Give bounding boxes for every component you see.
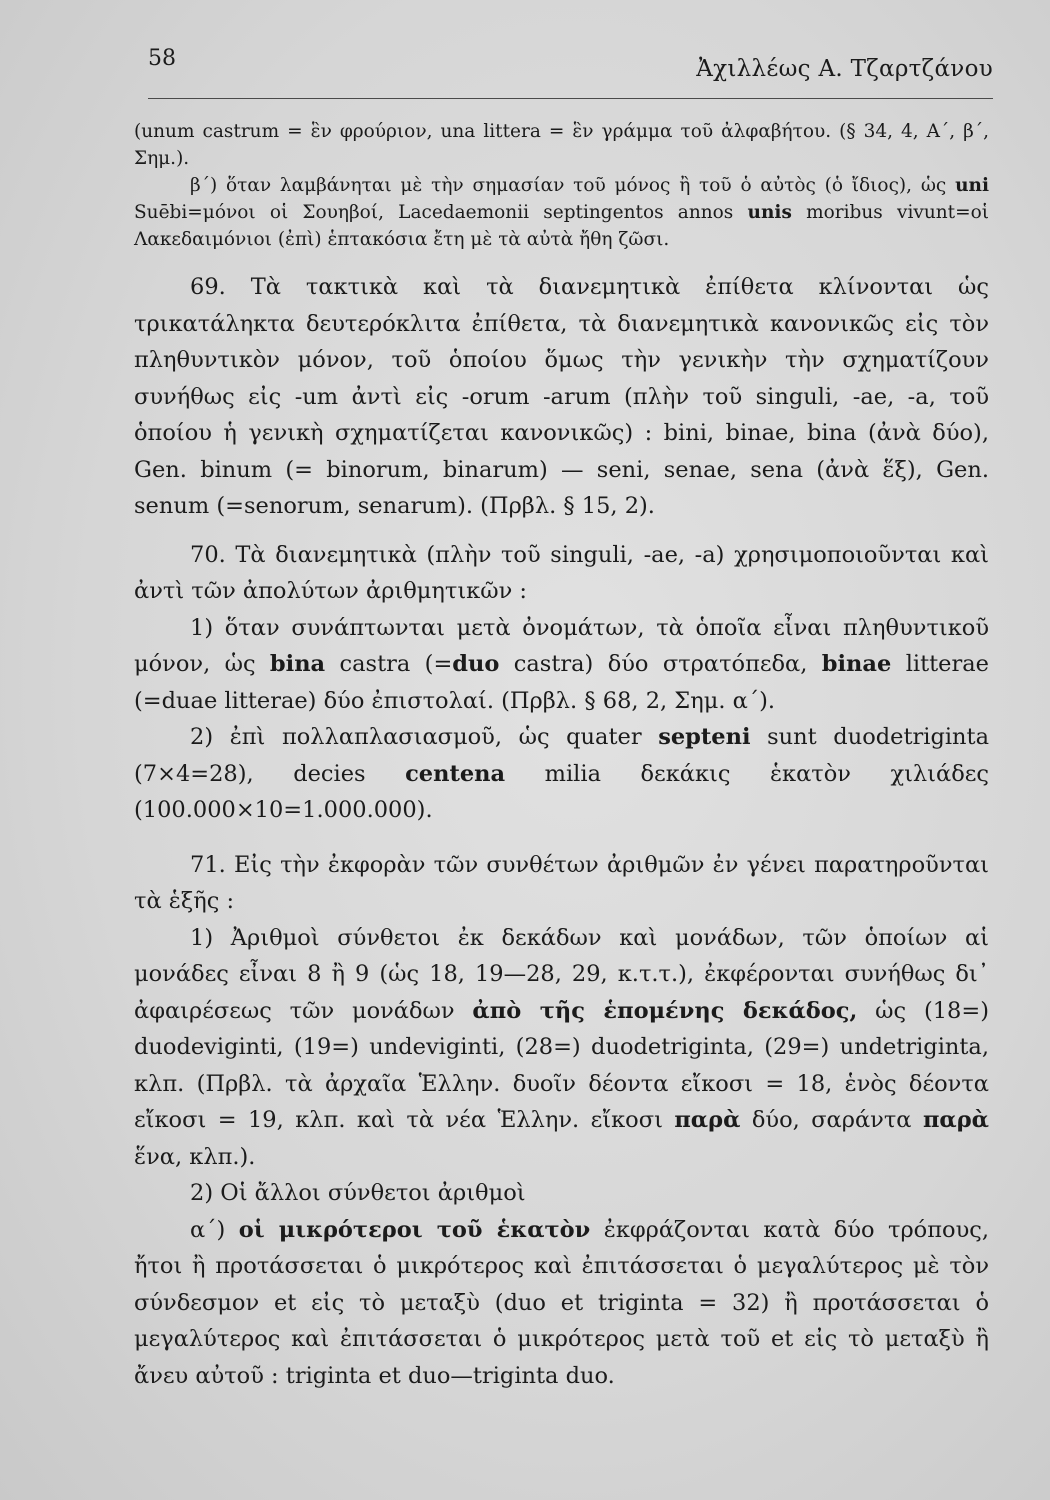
page-number: 58 [148,46,176,71]
section-71-item-2a: α΄) οἱ μικρότεροι τοῦ ἑκατὸν ἐκφράζονται κατὰ δύο τρόπους, ἤτοι ἢ προτάσσεται ὁ μικρότερος καὶ ἐπιτάσσεται ὁ μεγαλύτερος μὲ τὸν σύνδεσμον et εἰς τὸ μεταξὺ (duo et triginta = 32) ἢ προτάσσεται ὁ μεγαλύτερος καὶ ἐπιτάσσεται ὁ μικρότερος μετὰ τοῦ et εἰς τὸ μεταξὺ ἢ ἄνευ αὐτοῦ : triginta et duo—triginta duo. [134,1216,989,1389]
section-70-item-2: 2) ἐπὶ πολλαπλασιασμοῦ, ὡς quater septeni sunt duodetriginta (7×4=28), decies centena milia δεκάκις ἑκατὸν χιλιάδες (100.000×10=1.000.000). [134,724,990,823]
section-70-item-1: 1) ὅταν συνάπτωνται μετὰ ὀνομάτων, τὰ ὁποῖα εἶναι πληθυντικοῦ μόνον, ὡς bina castra (=duo castra) δύο στρατόπεδα, binae litterae (=duae litterae) δύο ἐπιστολαί. (Πρβλ. § 68, 2, Σημ. α΄). [134,614,989,714]
section-71-item-1: 1) Ἀριθμοὶ σύνθετοι ἐκ δεκάδων καὶ μονάδων, τῶν ὁποίων αἱ μονάδες εἶναι 8 ἢ 9 (ὡς 18, 19—28, 29, κ.τ.τ.), ἐκφέρονται συνήθως δι᾽ ἀφαιρέσεως τῶν μονάδων ἀπὸ τῆς ἑπομένης δεκάδος, ὡς (18=) duodeviginti, (19=) undeviginti, (28=) duodetriginta, (29=) undetriginta, κλπ. (Πρβλ. τὰ ἀρχαῖα Ἑλλην. δυοῖν δέοντα εἴκοσι = 18, ἑνὸς δέοντα εἴκοσι = 19, κλπ. καὶ τὰ νέα Ἑλλην. εἴκοσι παρὰ δύο, σαράντα παρὰ ἕνα, κλπ.). [134,924,989,1170]
page-header [148,46,993,99]
paragraph-examples-unum: (unum castrum = ἓν φρούριον, una littera = ἓν γράμμα τοῦ ἀλφαβήτου. (§ 34, 4, Α΄, β΄, Σημ.). [134,121,989,169]
section-71: 71. Εἰς τὴν ἐκφορὰν τῶν συνθέτων ἀριθμῶν ἐν γένει παρατηροῦνται τὰ ἑξῆς : [134,851,989,914]
page-body [134,118,989,1394]
section-number-70: 70. [190,541,226,568]
section-number-71: 71. [190,851,226,878]
running-title: Ἀχιλλέως Α. Τζαρτζάνου [696,56,993,82]
section-71-item-2: 2) Οἱ ἄλλοι σύνθετοι ἀριθμοὶ [190,1180,526,1206]
paragraph-beta-meaning: β΄) ὅταν λαμβάνηται μὲ τὴν σημασίαν τοῦ μόνος ἢ τοῦ ὁ αὐτὸς (ὁ ἴδιος), ὡς uni Suēbi=μόνοι οἱ Σουηβοί, Lacedaemonii septingentos annos unis moribus vivunt=οἱ Λακεδαιμόνιοι (ἐπὶ) ἑπτακόσια ἔτη μὲ τὰ αὐτὰ ἤθη ζῶσι. [134,175,989,250]
section-number-69: 69. [190,274,226,300]
section-69: 69. Τὰ τακτικὰ καὶ τὰ διανεμητικὰ ἐπίθετα κλίνονται ὡς τρικατάληκτα δευτερόκλιτα ἐπίθετα, τὰ διανεμητικὰ κανονικῶς εἰς τὸν πληθυντικὸν μόνον, τοῦ ὁποίου ὅμως τὴν γενικὴν τὴν σχηματίζουν συνήθως εἰς -um ἀντὶ εἰς -orum -arum (πλὴν τοῦ singuli, -ae, -a, τοῦ ὁποίου ἡ γενικὴ σχηματίζεται κανονικῶς) : bini, binae, bina (ἀνὰ δύο), Gen. binum (= binorum, binarum) — seni, senae, sena (ἀνὰ ἕξ), Gen. senum (=senorum, senarum). (Πρβλ. § 15, 2). [134,274,989,519]
section-70: 70. Τὰ διανεμητικὰ (πλὴν τοῦ singuli, -ae, -a) χρησιμοποιοῦνται καὶ ἀντὶ τῶν ἀπολύτων ἀριθμητικῶν : [134,541,989,604]
